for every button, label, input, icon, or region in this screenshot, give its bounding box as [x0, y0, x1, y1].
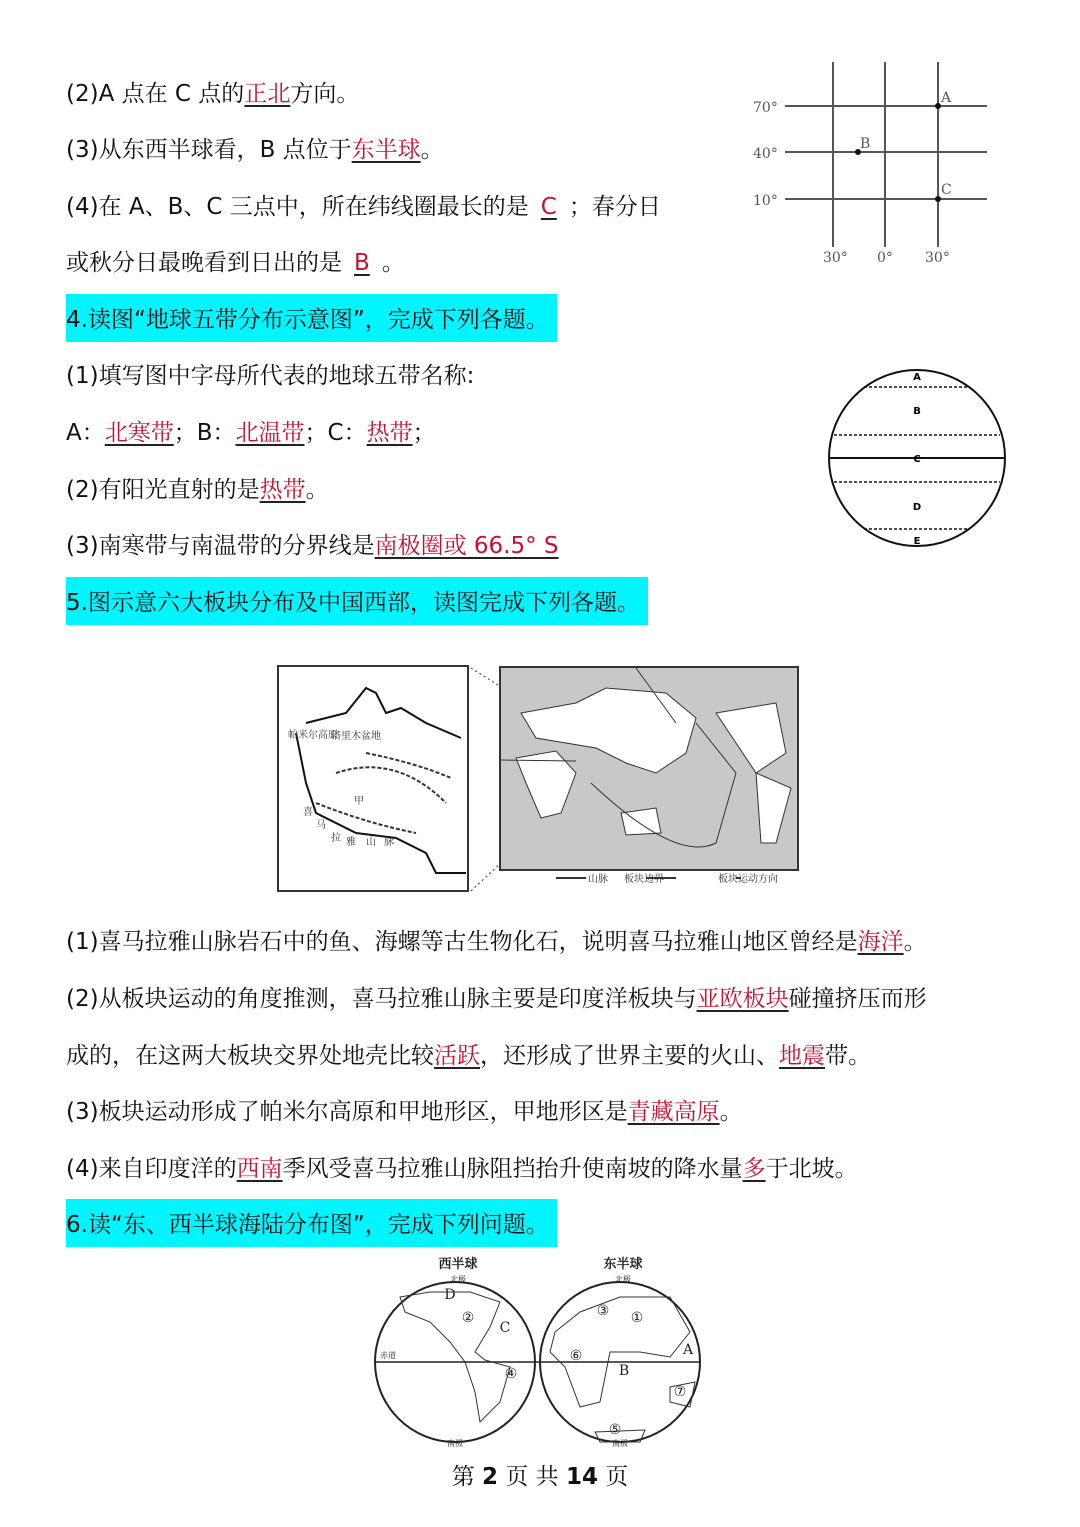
- text: 。: [719, 1099, 743, 1125]
- answer: 热带: [259, 477, 306, 503]
- point-label: B: [860, 136, 871, 152]
- q4-line-2: [66, 417, 436, 449]
- q5-line-2: [66, 983, 927, 1015]
- text: 于北坡。: [765, 1156, 858, 1182]
- total-pages: 14: [565, 1464, 598, 1490]
- answer: 东半球: [351, 137, 421, 163]
- point-label: C: [941, 182, 952, 198]
- text: ；: [412, 420, 436, 446]
- lat-label: 40°: [753, 146, 778, 162]
- lon-label: 0°: [877, 250, 893, 266]
- text: A：: [66, 420, 105, 446]
- text: 。: [420, 137, 444, 163]
- q6-heading: 6.读“东、西半球海陆分布图”，完成下列问题。: [66, 1199, 557, 1247]
- answer: 地震: [779, 1043, 825, 1069]
- q4-line-1: (1)填写图中字母所代表的地球五带名称:: [66, 363, 475, 389]
- map-label: C: [499, 1320, 511, 1336]
- map-label: 甲: [354, 796, 364, 807]
- answer: C: [540, 194, 557, 220]
- west-hemisphere-title: 西半球: [438, 1257, 478, 1272]
- map-label: ①: [630, 1310, 644, 1326]
- q3-line-5: [66, 247, 405, 279]
- answer: 海洋: [857, 929, 904, 955]
- text: 季风受喜马拉雅山脉阻挡抬升使南坡的降水量: [282, 1156, 743, 1182]
- zone-label: E: [913, 536, 921, 547]
- map-label: ⑥: [569, 1348, 583, 1364]
- map-label: ⑦: [673, 1384, 687, 1400]
- page-number: 2: [482, 1464, 499, 1490]
- map-label: ②: [461, 1310, 475, 1326]
- answer: 多: [742, 1156, 766, 1182]
- q3-line-4: [66, 191, 661, 223]
- map-label: B: [618, 1363, 630, 1379]
- point-label: A: [941, 90, 952, 106]
- legend-label: 板块运动方向: [718, 874, 778, 885]
- page-footer: [0, 1458, 1080, 1491]
- answer: 亚欧板块: [696, 986, 789, 1012]
- answer: 北温带: [235, 420, 305, 446]
- pole-label: 南极: [612, 1439, 628, 1448]
- text: (3)从东西半球看，B 点位于: [66, 137, 352, 163]
- lon-label: 30°: [925, 250, 950, 266]
- answer: 活跃: [434, 1043, 480, 1069]
- text: (2)A 点在 C 点的: [66, 81, 245, 107]
- text: 。: [381, 250, 405, 276]
- text: 页 共: [505, 1464, 559, 1490]
- answer: 青藏高原: [627, 1099, 720, 1125]
- map-label: D: [444, 1287, 456, 1303]
- text: 碰撞挤压而形: [788, 986, 927, 1012]
- answer: 西南: [236, 1156, 283, 1182]
- text: (2)从板块运动的角度推测，喜马拉雅山脉主要是印度洋板块与: [66, 986, 697, 1012]
- five-zones-figure: [822, 362, 1012, 554]
- lat-label: 70°: [753, 100, 778, 116]
- east-hemisphere-title: 东半球: [603, 1257, 643, 1272]
- zone-label: B: [913, 406, 921, 417]
- text: (2)有阳光直射的是: [66, 477, 260, 503]
- q5-line-1: [66, 926, 927, 958]
- q4-line-3: [66, 474, 329, 506]
- text: 或秋分日最晚看到日出的是: [66, 250, 342, 276]
- lat-label: 10°: [753, 193, 778, 209]
- zone-label: D: [912, 502, 922, 513]
- text: ；B：: [173, 420, 236, 446]
- equator-label: 赤道: [380, 1351, 396, 1360]
- pole-label: 北极: [615, 1275, 631, 1284]
- lat-lon-grid-figure: [745, 62, 995, 267]
- map-label: A: [682, 1342, 694, 1358]
- text: (4)来自印度洋的: [66, 1156, 237, 1182]
- map-label: 喜: [303, 807, 313, 818]
- text: (3)板块运动形成了帕米尔高原和甲地形区，甲地形区是: [66, 1099, 628, 1125]
- answer: B: [354, 250, 370, 276]
- q5-line-5: [66, 1153, 858, 1185]
- zone-label: C: [913, 454, 921, 465]
- answer: 南极圈或 66.5° S: [374, 533, 559, 559]
- q5-line-3: [66, 1040, 871, 1072]
- text: 成的，在这两大板块交界处地壳比较: [66, 1043, 434, 1069]
- zone-label: A: [913, 372, 921, 383]
- lon-label: 30°: [823, 250, 848, 266]
- pole-label: 北极: [450, 1275, 466, 1284]
- text: 。: [305, 477, 329, 503]
- map-label: 帕米尔高原: [288, 730, 338, 741]
- answer: 北寒带: [104, 420, 174, 446]
- q3-line-3: [66, 134, 444, 166]
- hemispheres-figure: [370, 1252, 710, 1452]
- q5-heading: 5.图示意六大板块分布及中国西部，读图完成下列各题。: [66, 577, 648, 625]
- map-label: 塔里木盆地: [331, 731, 381, 742]
- map-label: 脉: [384, 837, 394, 848]
- plates-map-figure: [276, 663, 804, 893]
- map-label: 雅: [346, 837, 356, 848]
- legend-label: 山脉: [588, 874, 608, 885]
- text: ；春分日: [568, 194, 661, 220]
- map-label: ③: [596, 1303, 610, 1319]
- text: 第: [451, 1464, 475, 1490]
- answer: 正北: [244, 81, 291, 107]
- text: ，还形成了世界主要的火山、: [480, 1043, 779, 1069]
- legend-label: 板块边界: [624, 874, 664, 885]
- text: 方向。: [290, 81, 360, 107]
- text: (1)喜马拉雅山脉岩石中的鱼、海螺等古生物化石，说明喜马拉雅山地区曾经是: [66, 929, 858, 955]
- text: (4)在 A、B、C 三点中，所在纬线圈最长的是: [66, 194, 529, 220]
- text: 。: [903, 929, 927, 955]
- text: ；C：: [304, 420, 367, 446]
- map-label: 马: [316, 820, 326, 831]
- q4-line-4: [66, 530, 559, 562]
- text: (3)南寒带与南温带的分界线是: [66, 533, 375, 559]
- q4-heading: 4.读图“地球五带分布示意图”，完成下列各题。: [66, 294, 557, 342]
- map-label: ④: [504, 1366, 518, 1382]
- map-label: 山: [366, 837, 376, 848]
- map-label: 拉: [331, 833, 341, 844]
- answer: 热带: [366, 420, 413, 446]
- text: 带。: [825, 1043, 871, 1069]
- q5-line-4: [66, 1096, 743, 1128]
- text: 页: [605, 1464, 629, 1490]
- pole-label: 南极: [447, 1439, 463, 1448]
- map-label: ⑤: [608, 1422, 622, 1438]
- q3-line-2: [66, 78, 359, 110]
